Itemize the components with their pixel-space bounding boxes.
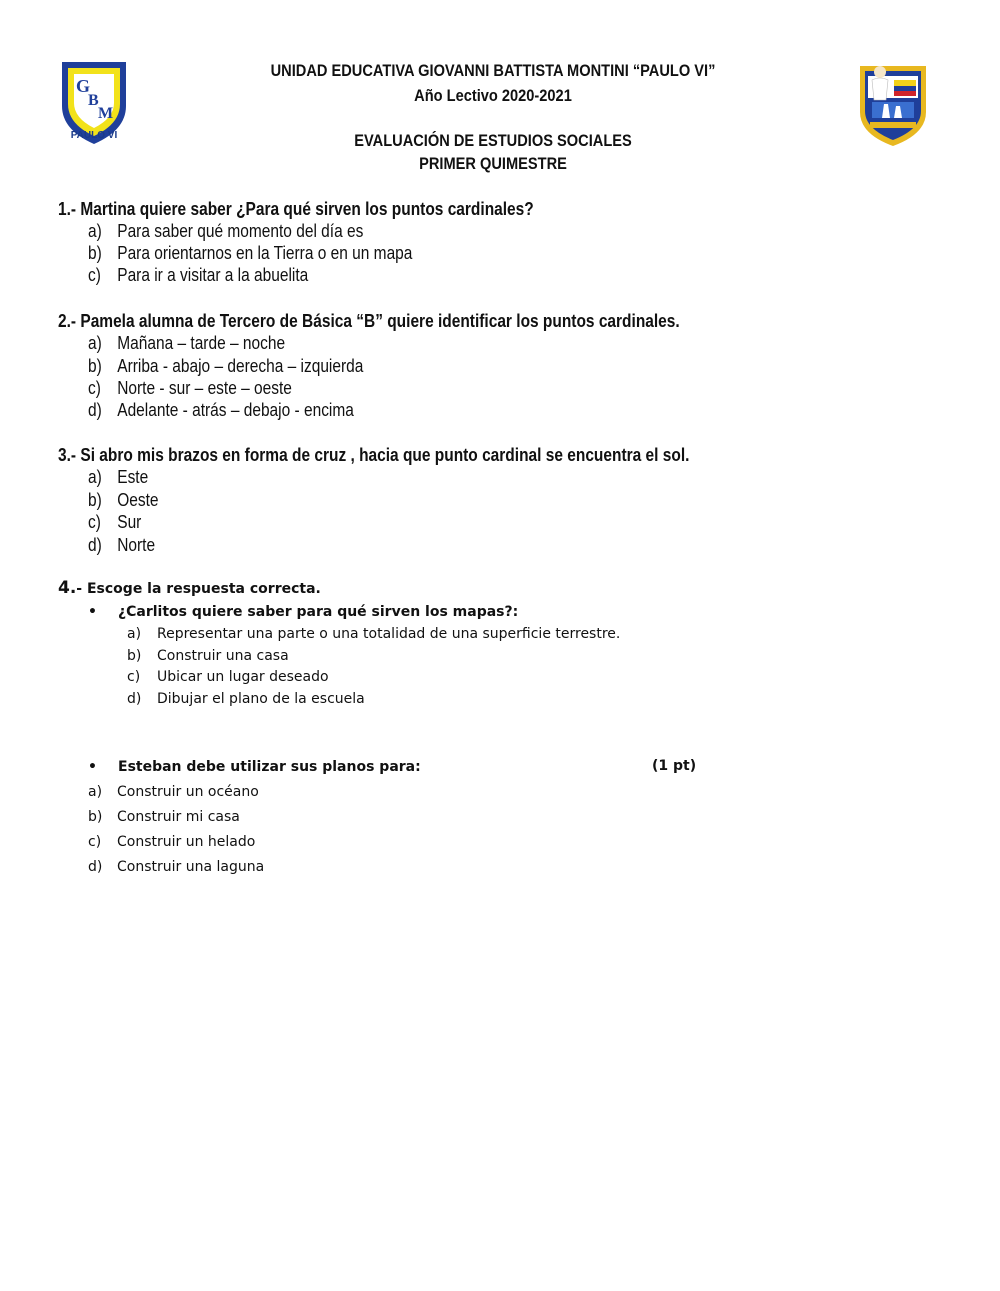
option-text: Construir un océano bbox=[117, 784, 259, 800]
question-4-text: - Escoge la respuesta correcta. bbox=[76, 581, 321, 597]
bullet-text: ¿Carlitos quiere saber para qué sirven los mapas?: bbox=[118, 604, 519, 620]
option-letter: c) bbox=[88, 834, 102, 850]
exam-title: EVALUACIÓN DE ESTUDIOS SOCIALES bbox=[354, 131, 632, 150]
option-letter: d) bbox=[88, 400, 102, 420]
bullet-text: Esteban debe utilizar sus planos para: bbox=[118, 759, 421, 775]
option-letter: c) bbox=[127, 669, 141, 685]
question-4 bbox=[58, 578, 321, 598]
option-text: Mañana – tarde – noche bbox=[117, 333, 286, 353]
option-letter: a) bbox=[88, 333, 102, 353]
question-2: 2.- Pamela alumna de Tercero de Básica “B” quiere identificar los puntos cardinales. bbox=[58, 311, 680, 331]
option-text: Construir una casa bbox=[157, 648, 289, 664]
option-text: Este bbox=[117, 467, 149, 487]
option-text: Norte - sur – este – oeste bbox=[117, 378, 292, 398]
option-text: Construir mi casa bbox=[117, 809, 240, 825]
school-year: Año Lectivo 2020-2021 bbox=[414, 86, 572, 105]
option-text: Norte bbox=[117, 535, 156, 555]
school-name: UNIDAD EDUCATIVA GIOVANNI BATTISTA MONTINI “PAULO VI” bbox=[270, 61, 716, 80]
option-text: Ubicar un lugar deseado bbox=[157, 669, 329, 685]
question-1: 1.- Martina quiere saber ¿Para qué sirven los puntos cardinales? bbox=[58, 199, 534, 219]
option-text: Construir un helado bbox=[117, 834, 256, 850]
option-letter: d) bbox=[127, 691, 142, 707]
question-4-number: 4. bbox=[58, 578, 77, 598]
bullet-icon: • bbox=[88, 604, 97, 620]
logo-left-caption: PAULO VI bbox=[70, 130, 118, 141]
option-text: Adelante - atrás – debajo - encima bbox=[117, 400, 354, 420]
option-letter: b) bbox=[127, 648, 142, 664]
option-letter: d) bbox=[88, 859, 103, 875]
option-text: Para saber qué momento del día es bbox=[117, 221, 364, 241]
bullet-icon: • bbox=[88, 759, 97, 775]
option-letter: a) bbox=[88, 467, 102, 487]
option-letter: c) bbox=[88, 265, 101, 285]
option-text: Arriba - abajo – derecha – izquierda bbox=[117, 356, 364, 376]
option-letter: a) bbox=[88, 221, 102, 241]
option-letter: a) bbox=[127, 626, 142, 642]
option-letter: d) bbox=[88, 535, 102, 555]
option-text: Dibujar el plano de la escuela bbox=[157, 691, 365, 707]
option-letter: b) bbox=[88, 243, 102, 263]
question-3: 3.- Si abro mis brazos en forma de cruz , hacia que punto cardinal se encuentra el sol. bbox=[58, 445, 690, 465]
logo-letter-m: M bbox=[98, 105, 114, 122]
option-text: Para ir a visitar a la abuelita bbox=[117, 265, 309, 285]
option-letter: c) bbox=[88, 378, 101, 398]
option-text: Sur bbox=[117, 512, 142, 532]
option-text: Oeste bbox=[117, 490, 159, 510]
logo-letter-b: B bbox=[88, 92, 99, 109]
exam-term: PRIMER QUIMESTRE bbox=[419, 154, 567, 173]
option-letter: b) bbox=[88, 809, 103, 825]
logo-letter-g: G bbox=[76, 76, 91, 96]
points-value: (1 pt) bbox=[652, 758, 697, 774]
option-text: Representar una parte o una totalidad de una superficie terrestre. bbox=[157, 626, 621, 642]
option-letter: c) bbox=[88, 512, 101, 532]
option-text: Para orientarnos en la Tierra o en un mapa bbox=[117, 243, 413, 263]
option-letter: b) bbox=[88, 490, 102, 510]
option-letter: b) bbox=[88, 356, 102, 376]
option-letter: a) bbox=[88, 784, 103, 800]
option-text: Construir una laguna bbox=[117, 859, 265, 875]
